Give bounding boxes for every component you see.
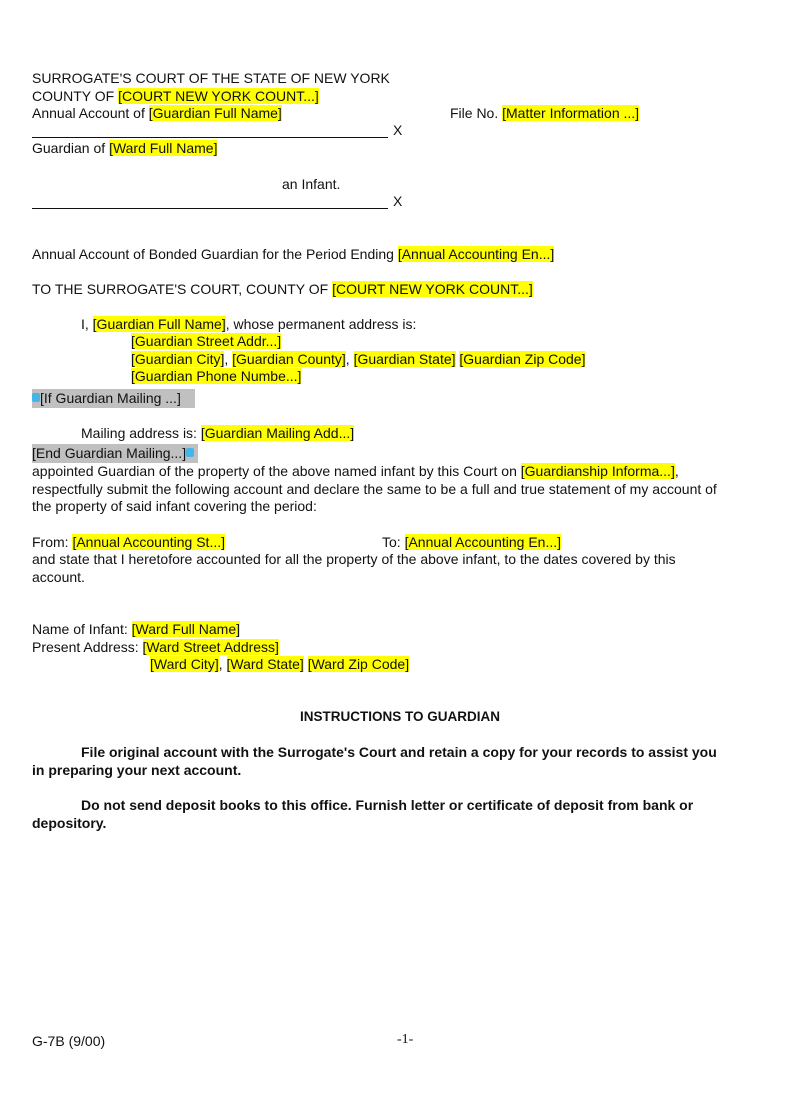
ward-city-field[interactable]: [Ward City]	[150, 656, 219, 672]
mailing-address-line	[81, 425, 354, 442]
conditional-end-text: [End Guardian Mailing...]	[32, 445, 187, 461]
guardian-county-field[interactable]: [Guardian County]	[232, 351, 346, 367]
guardian-intro-prefix: I,	[81, 316, 93, 332]
infant-name-label: Name of Infant:	[32, 621, 132, 637]
county-label: COUNTY OF	[32, 88, 119, 104]
separator: ,	[218, 656, 227, 672]
guardian-name-field[interactable]: [Guardian Full Name]	[148, 105, 282, 121]
instructions-heading: INSTRUCTIONS TO GUARDIAN	[299, 709, 500, 724]
to-line	[382, 534, 561, 551]
file-no-line	[450, 105, 639, 122]
guardian-intro-suffix: , whose permanent address is:	[225, 316, 417, 332]
period-ending-text: Annual Account of Bonded Guardian for the Period Ending	[32, 246, 398, 262]
guardian-state-field[interactable]: [Guardian State]	[353, 351, 456, 367]
guardian-street-line	[131, 333, 281, 350]
conditional-start-block[interactable]	[32, 389, 195, 408]
conditional-marker-icon	[32, 393, 40, 402]
annual-accounting-start-field[interactable]: [Annual Accounting St...]	[72, 534, 225, 550]
appointed-text: appointed Guardian of the property of the above named infant by this Court on	[32, 463, 521, 479]
annual-account-line	[32, 105, 282, 122]
to-court-text: TO THE SURROGATE'S COURT, COUNTY OF	[32, 281, 333, 297]
ward-name-field[interactable]: [Ward Full Name]	[109, 140, 218, 156]
account-label: Annual Account of	[32, 105, 149, 121]
file-no-label: File No.	[450, 105, 503, 121]
instructions-p2-line2: depository.	[32, 814, 107, 831]
instructions-paragraph-2	[32, 797, 780, 832]
ward-zip-field[interactable]: [Ward Zip Code]	[307, 656, 410, 672]
state-line-1: and state that I heretofore accounted for all the property of the above infant, to the dates covered by this	[32, 551, 676, 567]
ward-state-field[interactable]: [Ward State]	[226, 656, 304, 672]
from-label: From:	[32, 534, 73, 550]
annual-accounting-end-field-2[interactable]: [Annual Accounting En...]	[404, 534, 562, 550]
guardian-name-field-2[interactable]: [Guardian Full Name]	[92, 316, 226, 332]
instructions-p1-line1: File original account with the Surrogate's Court and retain a copy for your records to assist you	[81, 744, 717, 760]
from-line	[32, 534, 225, 551]
ward-name-field-2[interactable]: [Ward Full Name]	[131, 621, 240, 637]
guardian-city-field[interactable]: [Guardian City]	[131, 351, 225, 367]
annual-accounting-end-field[interactable]: [Annual Accounting En...]	[397, 246, 555, 262]
period-line: the property of said infant covering the period:	[32, 498, 317, 514]
appointed-line	[32, 463, 679, 480]
to-court-line	[32, 281, 533, 298]
infant-name-line	[32, 621, 240, 638]
conditional-marker-icon	[186, 448, 194, 457]
submit-line: respectfully submit the following account and declare the same to be a full and true statement of my account of	[32, 481, 717, 497]
guardian-zip-field[interactable]: [Guardian Zip Code]	[459, 351, 586, 367]
guardian-street-field[interactable]: [Guardian Street Addr...]	[131, 333, 282, 349]
caption-rule-bottom	[32, 208, 388, 209]
page-number: -1-	[397, 1032, 414, 1047]
guardian-city-line	[131, 351, 585, 368]
county-line	[32, 88, 319, 105]
conditional-start-text: [If Guardian Mailing ...]	[40, 390, 181, 406]
present-address-line	[32, 639, 279, 656]
appointed-tail: ,	[674, 463, 679, 479]
guardian-of-label: Guardian of	[32, 140, 110, 156]
guardian-mailing-field[interactable]: [Guardian Mailing Add...]	[200, 425, 355, 441]
mailing-label: Mailing address is:	[81, 425, 201, 441]
guardian-phone-line	[131, 368, 301, 385]
guardian-intro-line	[81, 316, 416, 333]
caption-x-bottom: X	[393, 193, 403, 209]
state-line-2: account.	[32, 569, 85, 585]
caption-rule-top	[32, 137, 388, 138]
instructions-paragraph-1	[32, 744, 780, 779]
conditional-end-block[interactable]	[32, 444, 198, 463]
infant-label: an Infant.	[282, 176, 341, 192]
court-county-field[interactable]: [COURT NEW YORK COUNT...]	[118, 88, 319, 104]
instructions-p2-line1: Do not send deposit books to this office. Furnish letter or certificate of deposit from bank or	[81, 797, 694, 813]
to-label: To:	[382, 534, 405, 550]
matter-information-field[interactable]: [Matter Information ...]	[502, 105, 640, 121]
present-address-label: Present Address:	[32, 639, 143, 655]
separator: ,	[224, 351, 233, 367]
instructions-p1-line2: in preparing your next account.	[32, 761, 242, 778]
caption-x-top: X	[393, 122, 403, 138]
court-heading: SURROGATE'S COURT OF THE STATE OF NEW YORK	[32, 70, 390, 86]
separator: ,	[345, 351, 354, 367]
guardian-phone-field[interactable]: [Guardian Phone Numbe...]	[131, 368, 302, 384]
period-ending-line	[32, 246, 554, 263]
guardian-of-line	[32, 140, 217, 157]
ward-street-field[interactable]: [Ward Street Address]	[142, 639, 279, 655]
ward-city-line	[150, 656, 409, 673]
guardianship-information-field[interactable]: [Guardianship Informa...]	[520, 463, 675, 479]
form-id: G-7B (9/00)	[32, 1033, 106, 1049]
court-county-field-2[interactable]: [COURT NEW YORK COUNT...]	[332, 281, 533, 297]
